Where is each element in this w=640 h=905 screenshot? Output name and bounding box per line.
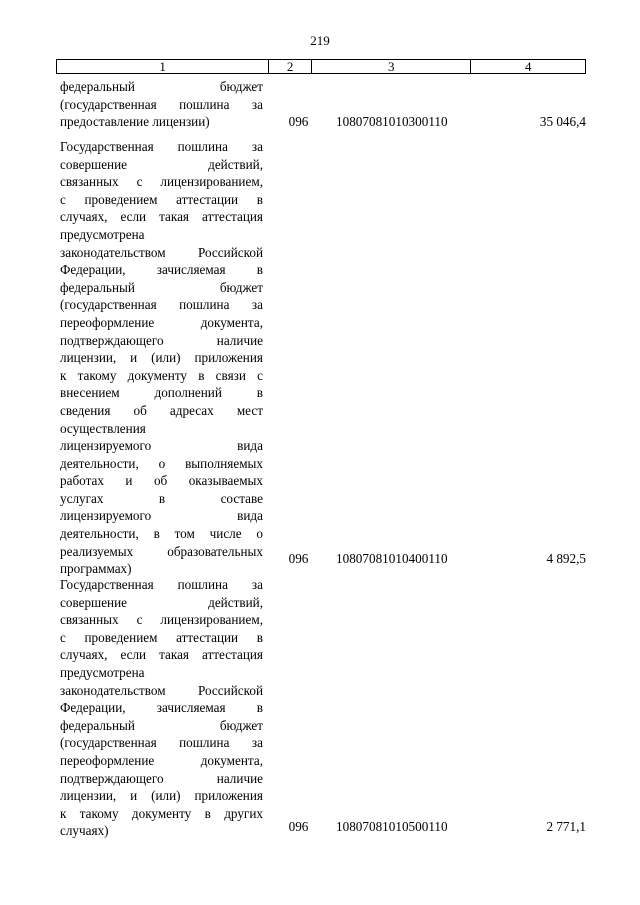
description-line: реализуемых образовательных: [60, 543, 263, 559]
description-line: лицензируемого вида: [60, 438, 263, 454]
row-description: [60, 576, 263, 840]
description-line: Федерации, зачисляемая в: [60, 700, 263, 716]
description-line: сведения об адресах мест: [60, 402, 263, 418]
header-col-1: 1: [57, 60, 269, 73]
description-line: лицензии, и (или) приложения: [60, 788, 263, 804]
header-col-3: 3: [312, 60, 471, 73]
description-line: переоформление документа,: [60, 752, 263, 768]
description-line: осуществления: [60, 420, 146, 436]
description-line: деятельности, о выполняемых: [60, 455, 263, 471]
budget-classification-code: 10807081010400110: [336, 551, 448, 566]
budget-classification-code: 10807081010500110: [336, 819, 448, 834]
description-line: предоставление лицензии): [60, 114, 210, 130]
description-line: законодательством Российской: [60, 682, 263, 698]
admin-code: 096: [288, 114, 309, 129]
description-line: с проведением аттестации в: [60, 191, 263, 207]
amount: 2 771,1: [546, 819, 586, 834]
budget-classification-code: 10807081010300110: [336, 114, 448, 129]
table-header: [56, 59, 586, 74]
description-line: Государственная пошлина за: [60, 139, 263, 154]
page-number: 219: [310, 33, 330, 48]
description-line: совершение действий,: [60, 594, 263, 610]
description-line: связанных с лицензированием,: [60, 612, 263, 628]
description-line: (государственная пошлина за: [60, 96, 263, 112]
description-line: предусмотрена: [60, 226, 145, 242]
description-line: Государственная пошлина за: [60, 577, 263, 592]
description-line: совершение действий,: [60, 156, 263, 172]
description-line: внесением дополнений в: [60, 385, 263, 401]
row-description: [60, 78, 263, 131]
description-line: законодательством Российской: [60, 244, 263, 260]
description-line: лицензии, и (или) приложения: [60, 350, 263, 366]
description-line: подтверждающего наличие: [60, 332, 263, 348]
admin-code: 096: [288, 819, 309, 834]
description-line: (государственная пошлина за: [60, 297, 263, 313]
description-line: услугах в составе: [60, 490, 263, 506]
description-line: случаях, если такая аттестация: [60, 647, 263, 663]
description-line: связанных с лицензированием,: [60, 174, 263, 190]
description-line: с проведением аттестации в: [60, 629, 263, 645]
row-description: [60, 138, 263, 578]
header-col-4: 4: [524, 59, 532, 74]
description-line: федеральный бюджет: [60, 279, 263, 295]
description-line: к такому документу в других: [60, 805, 263, 821]
description-line: лицензируемого вида: [60, 508, 263, 524]
admin-code: 096: [288, 551, 309, 566]
description-line: федеральный бюджет: [60, 79, 263, 94]
amount: 4 892,5: [546, 551, 586, 566]
description-line: предусмотрена: [60, 664, 145, 680]
amount: 35 046,4: [539, 114, 586, 129]
description-line: программах): [60, 561, 132, 577]
description-line: Федерации, зачисляемая в: [60, 262, 263, 278]
header-col-2: 2: [269, 60, 312, 73]
description-line: к такому документу в связи с: [60, 367, 263, 383]
description-line: федеральный бюджет: [60, 717, 263, 733]
description-line: деятельности, в том числе о: [60, 526, 263, 542]
description-line: случаях): [60, 823, 109, 839]
description-line: работах и об оказываемых: [60, 473, 263, 489]
description-line: подтверждающего наличие: [60, 770, 263, 786]
description-line: (государственная пошлина за: [60, 735, 263, 751]
description-line: переоформление документа,: [60, 314, 263, 330]
description-line: случаях, если такая аттестация: [60, 209, 263, 225]
